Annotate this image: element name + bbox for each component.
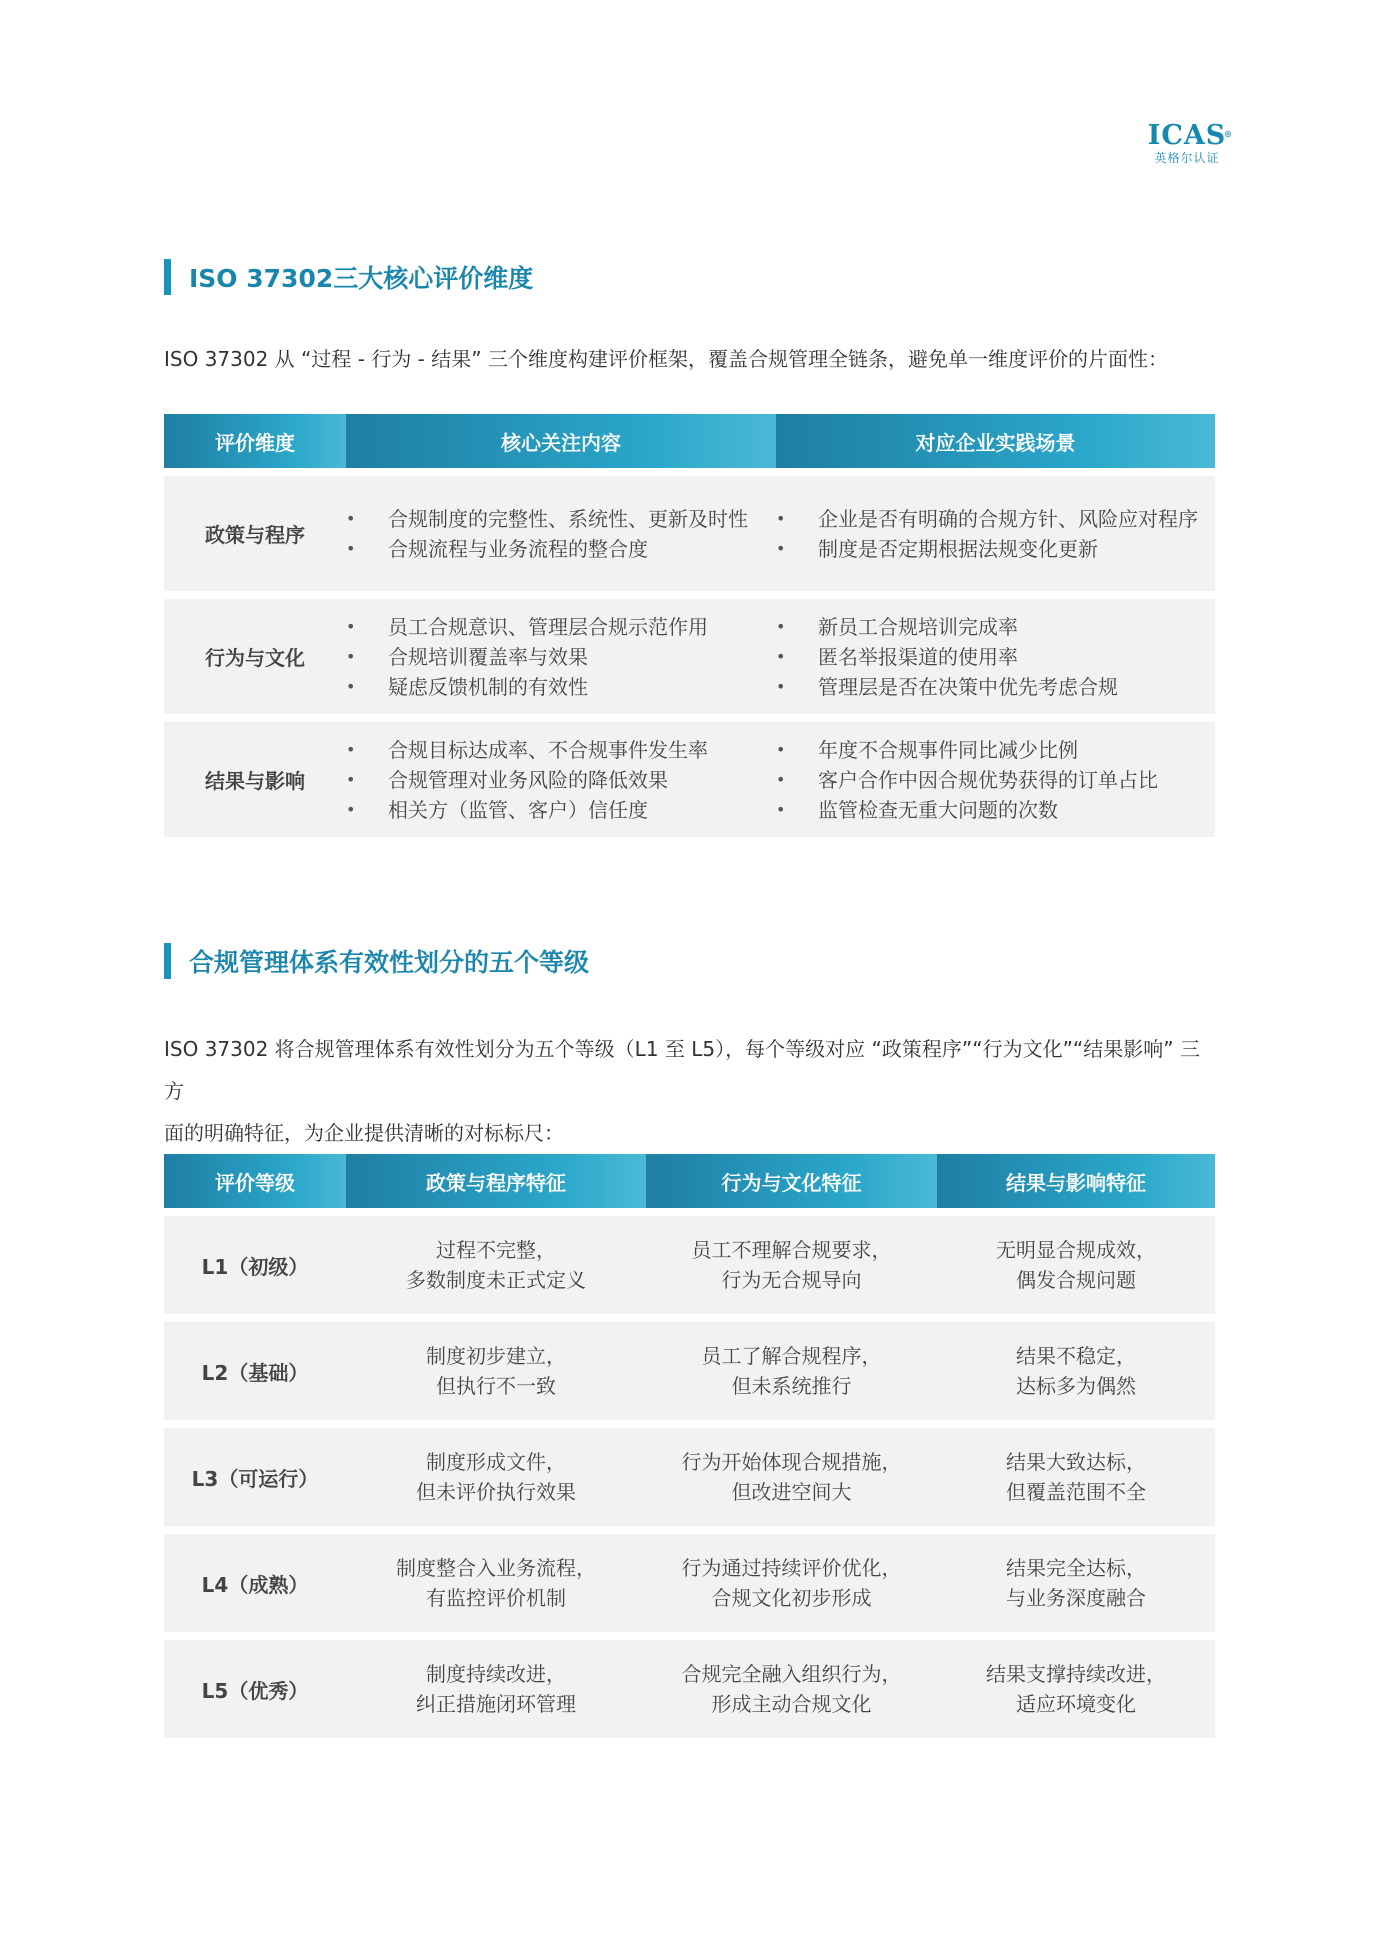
table-row [164, 1216, 1215, 1314]
policy-cell: 制度整合入业务流程， 有监控评价机制 [346, 1534, 646, 1632]
policy-cell: 制度初步建立， 但执行不一致 [346, 1322, 646, 1420]
behavior-cell: 行为开始体现合规措施， 但改进空间大 [646, 1428, 937, 1526]
section2-heading [164, 943, 589, 979]
section2-intro-line2: 面的明确特征，为企业提供清晰的对标标尺： [164, 1121, 564, 1145]
result-cell: 结果不稳定， 达标多为偶然 [937, 1322, 1215, 1420]
section2-title: 合规管理体系有效性划分的五个等级 [189, 948, 590, 977]
header-level: 评价等级 [164, 1154, 346, 1208]
policy-cell: 制度持续改进， 纠正措施闭环管理 [346, 1640, 646, 1738]
list-item: • 疑虑反馈机制的有效性 [388, 672, 776, 702]
list-item: • 合规培训覆盖率与效果 [388, 642, 776, 672]
header-policy: 政策与程序特征 [346, 1154, 646, 1208]
level-cell: L5（优秀） [164, 1640, 346, 1738]
list-item: • 管理层是否在决策中优先考虑合规 [818, 672, 1215, 702]
list-item: • 匿名举报渠道的使用率 [818, 642, 1215, 672]
heading-accent-bar [164, 259, 171, 295]
focus-cell [346, 599, 776, 714]
level-cell: L4（成熟） [164, 1534, 346, 1632]
header-focus: 核心关注内容 [346, 414, 776, 468]
section2-intro [164, 1028, 1215, 1154]
list-item: • 员工合规意识、管理层合规示范作用 [388, 612, 776, 642]
list-item: • 新员工合规培训完成率 [818, 612, 1215, 642]
heading-accent-bar [164, 943, 171, 979]
list-item: • 制度是否定期根据法规变化更新 [818, 534, 1215, 564]
dimension-cell: 政策与程序 [164, 476, 346, 591]
registered-mark: ® [1224, 129, 1233, 139]
level-cell: L1（初级） [164, 1216, 346, 1314]
table-row [164, 1322, 1215, 1420]
behavior-cell: 员工了解合规程序， 但未系统推行 [646, 1322, 937, 1420]
table-row [164, 476, 1215, 591]
table-header-row [164, 414, 1215, 468]
focus-cell [346, 476, 776, 591]
list-item: • 合规流程与业务流程的整合度 [388, 534, 776, 564]
table-header-row [164, 1154, 1215, 1208]
section2-intro-line1: ISO 37302 将合规管理体系有效性划分为五个等级（L1 至 L5），每个等级对应 “政策程序”“行为文化”“结果影响” 三方 [164, 1037, 1201, 1103]
result-cell: 结果支撑持续改进， 适应环境变化 [937, 1640, 1215, 1738]
policy-cell: 制度形成文件， 但未评价执行效果 [346, 1428, 646, 1526]
behavior-cell: 合规完全融入组织行为， 形成主动合规文化 [646, 1640, 937, 1738]
result-cell: 结果大致达标， 但覆盖范围不全 [937, 1428, 1215, 1526]
list-item: • 客户合作中因合规优势获得的订单占比 [818, 765, 1215, 795]
level-cell: L2（基础） [164, 1322, 346, 1420]
table-row [164, 599, 1215, 714]
dimension-cell: 结果与影响 [164, 722, 346, 837]
list-item: • 监管检查无重大问题的次数 [818, 795, 1215, 825]
list-item: • 企业是否有明确的合规方针、风险应对程序 [818, 504, 1215, 534]
section1-title: ISO 37302三大核心评价维度 [189, 264, 534, 293]
section1-heading [164, 259, 533, 295]
practice-cell [776, 476, 1215, 591]
behavior-cell: 行为通过持续评价优化， 合规文化初步形成 [646, 1534, 937, 1632]
result-cell: 无明显合规成效， 偶发合规问题 [937, 1216, 1215, 1314]
section1-intro: ISO 37302 从 “过程 - 行为 - 结果” 三个维度构建评价框架，覆盖合规管理全链条，避免单一维度评价的片面性： [164, 347, 1168, 371]
table-row [164, 1428, 1215, 1526]
focus-cell [346, 722, 776, 837]
list-item: • 合规目标达成率、不合规事件发生率 [388, 735, 776, 765]
dimension-cell: 行为与文化 [164, 599, 346, 714]
dimensions-table [164, 406, 1215, 845]
table-row [164, 1640, 1215, 1738]
practice-cell [776, 722, 1215, 837]
icas-logo [1147, 120, 1233, 166]
list-item: • 合规管理对业务风险的降低效果 [388, 765, 776, 795]
header-dimension: 评价维度 [164, 414, 346, 468]
header-behavior: 行为与文化特征 [646, 1154, 937, 1208]
logo-wordmark: ICAS ® [1147, 120, 1233, 151]
list-item: • 相关方（监管、客户）信任度 [388, 795, 776, 825]
practice-cell [776, 599, 1215, 714]
levels-table [164, 1146, 1215, 1746]
table-row [164, 722, 1215, 837]
result-cell: 结果完全达标， 与业务深度融合 [937, 1534, 1215, 1632]
list-item: • 年度不合规事件同比减少比例 [818, 735, 1215, 765]
behavior-cell: 员工不理解合规要求， 行为无合规导向 [646, 1216, 937, 1314]
list-item: • 合规制度的完整性、系统性、更新及时性 [388, 504, 776, 534]
header-result: 结果与影响特征 [937, 1154, 1215, 1208]
level-cell: L3（可运行） [164, 1428, 346, 1526]
header-practice: 对应企业实践场景 [776, 414, 1215, 468]
policy-cell: 过程不完整， 多数制度未正式定义 [346, 1216, 646, 1314]
table-row [164, 1534, 1215, 1632]
logo-subtitle: 英格尔认证 [1154, 151, 1220, 165]
